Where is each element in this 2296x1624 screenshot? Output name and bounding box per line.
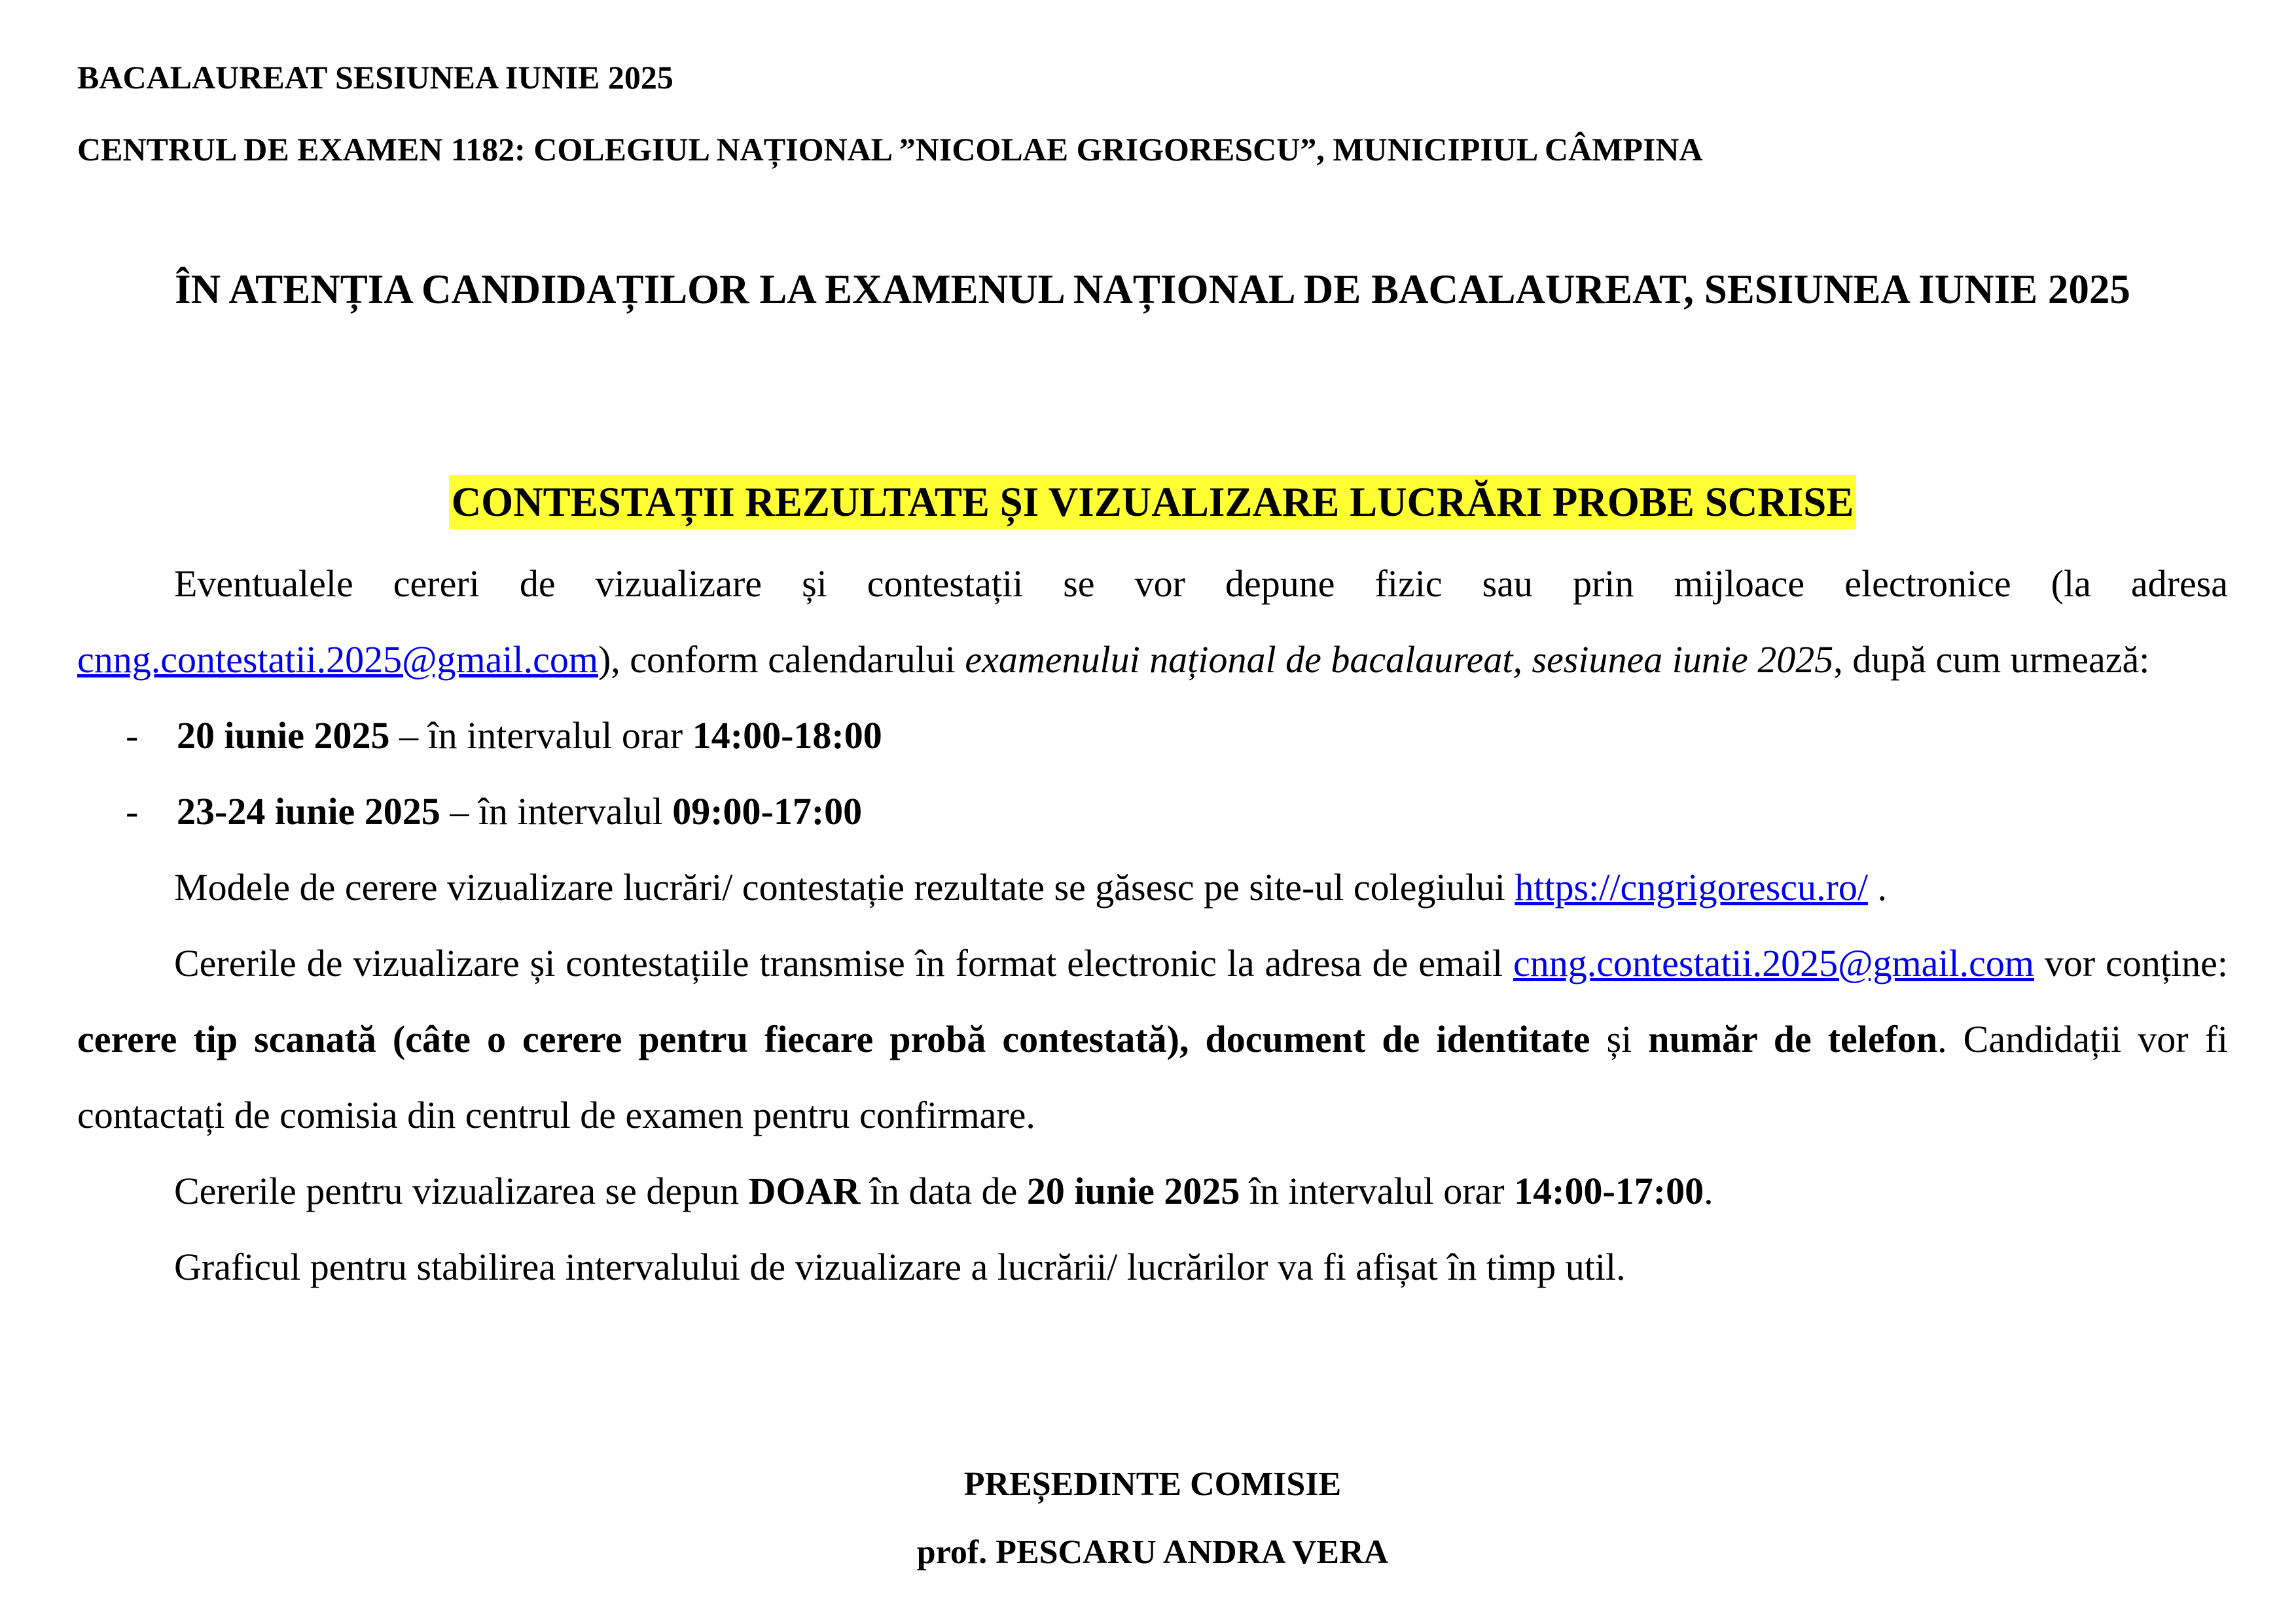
text: – în intervalul orar	[389, 714, 692, 757]
time-interval: 14:00-17:00	[1514, 1170, 1704, 1212]
paragraph-electronic-requests	[77, 926, 2228, 1153]
paragraph-viewing-date	[77, 1153, 2228, 1229]
text: Cererile de vizualizare și contestațiile transmise în format electronic la adresa de email	[174, 942, 1514, 984]
date: 20 iunie 2025	[177, 714, 390, 757]
bullet-dash: -	[126, 714, 139, 757]
paragraph-intro	[77, 546, 2228, 698]
section-title: CONTESTAȚII REZULTATE ȘI VIZUALIZARE LUCRĂRI PROBE SCRISE	[449, 475, 1857, 529]
text: Cererile pentru vizualizarea se depun	[174, 1170, 749, 1212]
date: 23-24 iunie 2025	[177, 790, 440, 833]
document-page	[77, 56, 2229, 1571]
section-title-container	[77, 475, 2228, 529]
signature-name: prof. PESCARU ANDRA VERA	[916, 1534, 1389, 1571]
email-link[interactable]: cnng.contestatii.2025@gmail.com	[1513, 942, 2034, 984]
text: Eventualele cereri de vizualizare și contestații se vor depune fizic sau prin mijloace electronice (la adresa	[174, 562, 2228, 605]
text: în data de	[860, 1170, 1027, 1212]
text: și	[1590, 1018, 1649, 1060]
paragraph-models	[77, 850, 2228, 926]
text: .	[1704, 1170, 1713, 1212]
email-link[interactable]: cnng.contestatii.2025@gmail.com	[77, 638, 598, 681]
text: în intervalul orar	[1240, 1170, 1515, 1212]
time-interval: 14:00-18:00	[692, 714, 882, 757]
paragraph-schedule: Graficul pentru stabilirea intervalului de vizualizare a lucrării/ lucrărilor va fi afișat în timp util.	[174, 1246, 1626, 1288]
list-item	[77, 698, 2228, 774]
bullet-dash: -	[126, 790, 139, 833]
text: Modele de cerere vizualizare lucrări/ contestație rezultate se găsesc pe site-ul colegiului	[174, 866, 1515, 909]
time-interval: 09:00-17:00	[672, 790, 863, 833]
header-exam-center: CENTRUL DE EXAMEN 1182: COLEGIUL NAȚIONAL ”NICOLAE GRIGORESCU”, MUNICIPIUL CÂMPINA	[77, 131, 1703, 168]
text: vor conține:	[2034, 942, 2228, 984]
header-session: BACALAUREAT SESIUNEA IUNIE 2025	[77, 59, 673, 96]
italic-text: examenului național de bacalaureat, sesiunea iunie 2025	[965, 638, 1834, 681]
signature-block	[77, 1451, 2228, 1587]
bold-text: număr de telefon	[1648, 1018, 1938, 1060]
bold-text: DOAR	[748, 1170, 861, 1212]
text: ), conform calendarului	[598, 638, 965, 681]
signature-role: PREȘEDINTE COMISIE	[963, 1466, 1342, 1503]
text: . Candidații vor fi contactați de comisia din centrul de examen pentru confirmare.	[77, 1018, 2229, 1136]
bold-text: cerere tip scanată (câte o cerere pentru fiecare probă contestată), document de identitate	[77, 1018, 1590, 1060]
page-title: ÎN ATENȚIA CANDIDAȚILOR LA EXAMENUL NAȚIONAL DE BACALAUREAT, SESIUNEA IUNIE 2025	[175, 266, 2130, 312]
text: .	[1867, 866, 1887, 909]
text: , după cum urmează:	[1833, 638, 2150, 681]
date: 20 iunie 2025	[1026, 1170, 1240, 1212]
document-body	[77, 546, 2228, 1305]
list-item	[77, 774, 2228, 850]
website-link[interactable]: https://cngrigorescu.ro/	[1515, 866, 1868, 909]
text: – în intervalul	[440, 790, 673, 833]
